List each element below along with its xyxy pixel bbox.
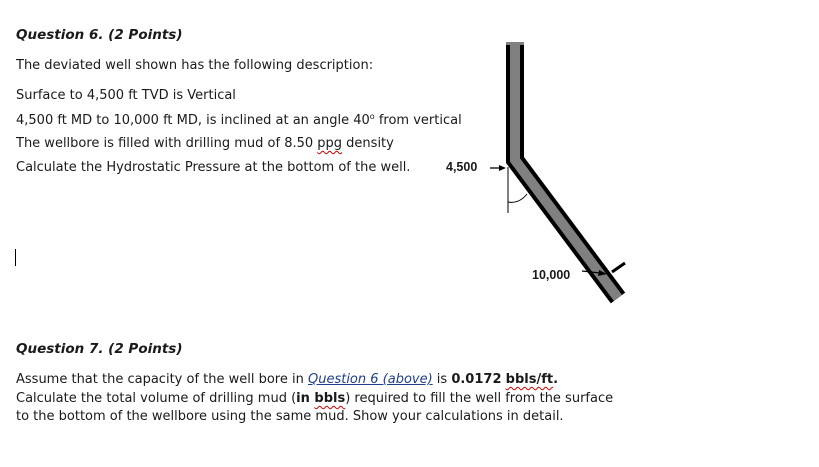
td-marker-tick <box>612 263 625 272</box>
question-7-task-line-1 <box>16 391 613 406</box>
wellbore-top-cap <box>506 42 524 45</box>
angle-arc <box>508 194 527 202</box>
question-7-title: Question 7. (2 Points) <box>16 341 183 357</box>
kickoff-arrow <box>490 165 506 171</box>
question-7-task-line-2: to the bottom of the wellbore using the same mud. Show your calculations in detail. <box>16 409 564 424</box>
capacity-period: . <box>553 372 559 387</box>
inclined-section-text: 4,500 ft MD to 10,000 ft MD, is inclined at an angle 40 <box>16 113 370 128</box>
ppg-unit: ppg <box>317 136 343 151</box>
mud-density-text: The wellbore is filled with drilling mud of 8.50 <box>16 136 318 151</box>
task-text-end: ) required to fill the well from the surface <box>345 391 614 406</box>
mud-density-text-end: density <box>342 136 394 151</box>
total-depth-label: 10,000 <box>532 268 571 282</box>
kickoff-arrow-head <box>499 165 506 171</box>
degree-symbol: o <box>369 112 375 121</box>
inclined-section-text-end: from vertical <box>374 113 462 128</box>
wellbore-pipe <box>506 42 618 298</box>
question-6-task: Calculate the Hydrostatic Pressure at the bottom of the well. <box>16 160 411 175</box>
question-6-title: Question 6. (2 Points) <box>16 27 183 43</box>
question-6-vertical-section: Surface to 4,500 ft TVD is Vertical <box>16 88 236 103</box>
kickoff-depth-label: 4,500 <box>446 160 478 174</box>
task-text: Calculate the total volume of drilling mud ( <box>16 391 297 406</box>
wellbore-outline <box>515 44 618 298</box>
in-label: in <box>296 391 315 406</box>
capacity-text: Assume that the capacity of the well bore in <box>16 372 308 387</box>
capacity-unit: bbls/ft <box>505 372 554 387</box>
capacity-value: 0.0172 <box>451 372 502 387</box>
question-7-capacity <box>16 372 558 387</box>
question-6-reference-link[interactable]: Question 6 (above) <box>307 372 433 387</box>
capacity-text-is: is <box>432 372 452 387</box>
bbls-unit: bbls <box>314 391 346 406</box>
question-6-description: The deviated well shown has the following description: <box>16 58 374 73</box>
